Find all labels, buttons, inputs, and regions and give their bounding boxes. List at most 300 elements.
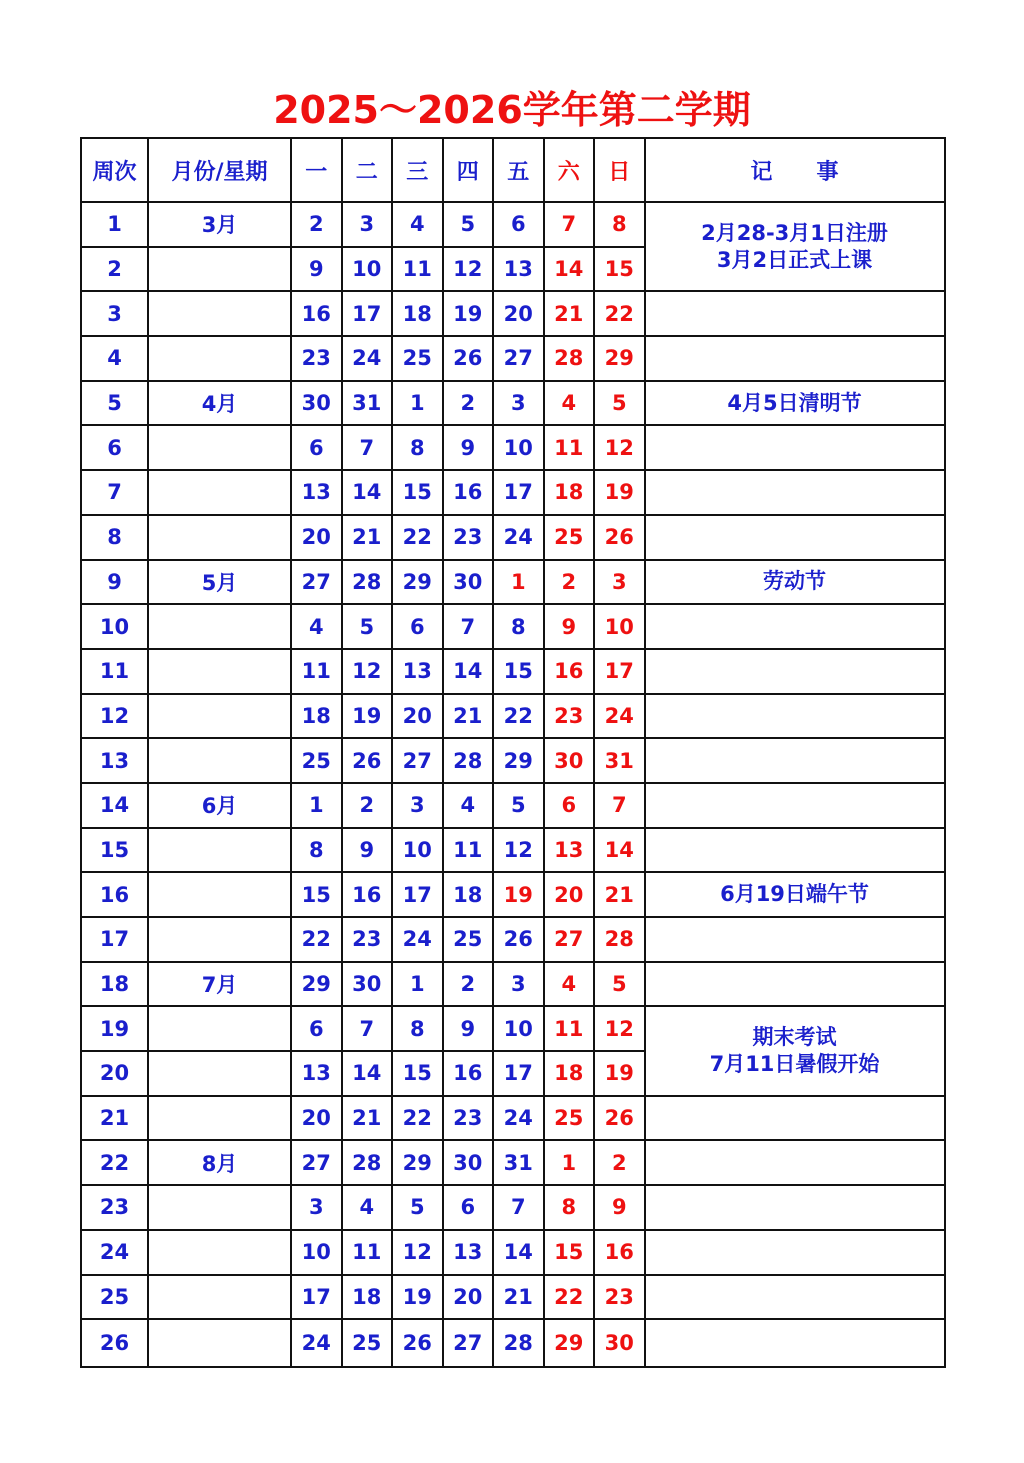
- day-cell-sat: 11: [544, 1006, 595, 1051]
- day-cell-thu: 9: [443, 1006, 494, 1051]
- month-label: [148, 1230, 291, 1275]
- note-line: 劳动节: [763, 569, 826, 594]
- day-cell-thu: 14: [443, 649, 494, 694]
- day-cell-tue: 28: [342, 1140, 393, 1185]
- day-cell-sun: 24: [594, 694, 645, 739]
- header-week: 周次: [81, 138, 148, 202]
- day-cell-thu: 23: [443, 1096, 494, 1141]
- week-number: 9: [81, 560, 148, 605]
- week-row: [81, 649, 945, 694]
- week-number: 2: [81, 247, 148, 292]
- note-line: 3月2日正式上课: [716, 247, 873, 272]
- note-cell: [645, 381, 945, 426]
- day-cell-tue: 18: [342, 1275, 393, 1320]
- day-cell-thu: 30: [443, 1140, 494, 1185]
- note-cell-empty: [645, 649, 945, 694]
- day-cell-wed: 1: [392, 962, 443, 1007]
- day-cell-mon: 6: [291, 1006, 342, 1051]
- day-cell-wed: 27: [392, 738, 443, 783]
- day-cell-fri: 29: [493, 738, 544, 783]
- day-cell-sun: 21: [594, 872, 645, 917]
- header-day-tue: 二: [342, 138, 393, 202]
- month-label: 4月: [148, 381, 291, 426]
- week-row: [81, 425, 945, 470]
- month-label: [148, 425, 291, 470]
- day-cell-mon: 27: [291, 560, 342, 605]
- day-cell-thu: 26: [443, 336, 494, 381]
- day-cell-mon: 20: [291, 515, 342, 560]
- day-cell-sun: 17: [594, 649, 645, 694]
- day-cell-mon: 3: [291, 1185, 342, 1230]
- day-cell-mon: 22: [291, 917, 342, 962]
- week-row: [81, 470, 945, 515]
- day-cell-sun: 19: [594, 1051, 645, 1096]
- week-row: [81, 872, 945, 917]
- note-cell-empty: [645, 515, 945, 560]
- day-cell-tue: 7: [342, 1006, 393, 1051]
- month-label: [148, 1006, 291, 1051]
- day-cell-tue: 31: [342, 381, 393, 426]
- day-cell-sat: 16: [544, 649, 595, 694]
- day-cell-mon: 25: [291, 738, 342, 783]
- day-cell-sun: 2: [594, 1140, 645, 1185]
- day-cell-sat: 18: [544, 1051, 595, 1096]
- day-cell-fri: 24: [493, 515, 544, 560]
- header-day-thu: 四: [443, 138, 494, 202]
- day-cell-mon: 24: [291, 1319, 342, 1367]
- day-cell-wed: 29: [392, 1140, 443, 1185]
- week-number: 13: [81, 738, 148, 783]
- month-label: [148, 515, 291, 560]
- day-cell-wed: 5: [392, 1185, 443, 1230]
- note-line: 2月28-3月1日注册: [701, 220, 888, 245]
- day-cell-wed: 20: [392, 694, 443, 739]
- note-line: 6月19日端午节: [720, 882, 869, 907]
- header-day-fri: 五: [493, 138, 544, 202]
- day-cell-sun: 23: [594, 1275, 645, 1320]
- week-row: [81, 604, 945, 649]
- week-number: 6: [81, 425, 148, 470]
- day-cell-fri: 7: [493, 1185, 544, 1230]
- week-number: 24: [81, 1230, 148, 1275]
- day-cell-tue: 24: [342, 336, 393, 381]
- header-day-sat: 六: [544, 138, 595, 202]
- day-cell-sat: 21: [544, 291, 595, 336]
- header-day-mon: 一: [291, 138, 342, 202]
- day-cell-tue: 4: [342, 1185, 393, 1230]
- day-cell-sun: 12: [594, 425, 645, 470]
- day-cell-sat: 4: [544, 381, 595, 426]
- week-number: 4: [81, 336, 148, 381]
- week-number: 14: [81, 783, 148, 828]
- week-number: 22: [81, 1140, 148, 1185]
- week-row: [81, 291, 945, 336]
- day-cell-wed: 4: [392, 202, 443, 247]
- day-cell-sat: 1: [544, 1140, 595, 1185]
- week-number: 20: [81, 1051, 148, 1096]
- week-row: [81, 1319, 945, 1367]
- day-cell-fri: 28: [493, 1319, 544, 1367]
- day-cell-sun: 16: [594, 1230, 645, 1275]
- day-cell-fri: 20: [493, 291, 544, 336]
- week-number: 19: [81, 1006, 148, 1051]
- day-cell-fri: 3: [493, 962, 544, 1007]
- day-cell-sat: 22: [544, 1275, 595, 1320]
- note-cell-empty: [645, 1230, 945, 1275]
- day-cell-tue: 14: [342, 1051, 393, 1096]
- day-cell-wed: 12: [392, 1230, 443, 1275]
- day-cell-fri: 17: [493, 470, 544, 515]
- day-cell-fri: 15: [493, 649, 544, 694]
- day-cell-tue: 11: [342, 1230, 393, 1275]
- header-day-wed: 三: [392, 138, 443, 202]
- note-cell-empty: [645, 604, 945, 649]
- week-number: 7: [81, 470, 148, 515]
- month-label: 6月: [148, 783, 291, 828]
- day-cell-sun: 30: [594, 1319, 645, 1367]
- month-label: [148, 694, 291, 739]
- day-cell-sat: 6: [544, 783, 595, 828]
- day-cell-tue: 14: [342, 470, 393, 515]
- day-cell-wed: 19: [392, 1275, 443, 1320]
- note-cell-empty: [645, 1140, 945, 1185]
- day-cell-mon: 20: [291, 1096, 342, 1141]
- day-cell-sun: 26: [594, 1096, 645, 1141]
- day-cell-sat: 23: [544, 694, 595, 739]
- day-cell-tue: 7: [342, 425, 393, 470]
- note-line: 7月11日暑假开始: [709, 1052, 880, 1077]
- week-number: 17: [81, 917, 148, 962]
- week-row: [81, 515, 945, 560]
- day-cell-wed: 8: [392, 1006, 443, 1051]
- note-cell-empty: [645, 917, 945, 962]
- day-cell-tue: 10: [342, 247, 393, 292]
- day-cell-thu: 12: [443, 247, 494, 292]
- week-row: [81, 917, 945, 962]
- week-number: 18: [81, 962, 148, 1007]
- day-cell-sun: 5: [594, 962, 645, 1007]
- month-label: [148, 828, 291, 873]
- week-number: 5: [81, 381, 148, 426]
- day-cell-sat: 2: [544, 560, 595, 605]
- month-label: [148, 247, 291, 292]
- month-label: [148, 291, 291, 336]
- week-number: 11: [81, 649, 148, 694]
- day-cell-thu: 16: [443, 470, 494, 515]
- week-number: 10: [81, 604, 148, 649]
- day-cell-tue: 26: [342, 738, 393, 783]
- month-label: [148, 336, 291, 381]
- day-cell-tue: 17: [342, 291, 393, 336]
- month-label: [148, 1275, 291, 1320]
- note-cell: [645, 560, 945, 605]
- day-cell-thu: 6: [443, 1185, 494, 1230]
- week-row: [81, 1185, 945, 1230]
- day-cell-mon: 9: [291, 247, 342, 292]
- note-cell-empty: [645, 425, 945, 470]
- day-cell-sat: 28: [544, 336, 595, 381]
- day-cell-fri: 10: [493, 425, 544, 470]
- day-cell-fri: 27: [493, 336, 544, 381]
- week-number: 3: [81, 291, 148, 336]
- day-cell-tue: 2: [342, 783, 393, 828]
- day-cell-sat: 13: [544, 828, 595, 873]
- day-cell-wed: 3: [392, 783, 443, 828]
- day-cell-sun: 3: [594, 560, 645, 605]
- note-line: 期末考试: [752, 1025, 837, 1050]
- day-cell-thu: 2: [443, 381, 494, 426]
- day-cell-thu: 16: [443, 1051, 494, 1096]
- day-cell-wed: 24: [392, 917, 443, 962]
- calendar-table: [80, 137, 946, 1368]
- day-cell-thu: 5: [443, 202, 494, 247]
- day-cell-fri: 5: [493, 783, 544, 828]
- week-row: [81, 694, 945, 739]
- day-cell-wed: 15: [392, 1051, 443, 1096]
- day-cell-sun: 29: [594, 336, 645, 381]
- month-label: [148, 1051, 291, 1096]
- day-cell-mon: 30: [291, 381, 342, 426]
- week-number: 16: [81, 872, 148, 917]
- day-cell-mon: 6: [291, 425, 342, 470]
- note-cell-empty: [645, 470, 945, 515]
- week-row: [81, 336, 945, 381]
- day-cell-thu: 20: [443, 1275, 494, 1320]
- note-line: 4月5日清明节: [727, 390, 862, 415]
- day-cell-tue: 12: [342, 649, 393, 694]
- day-cell-fri: 10: [493, 1006, 544, 1051]
- day-cell-thu: 2: [443, 962, 494, 1007]
- week-number: 12: [81, 694, 148, 739]
- note-cell-empty: [645, 336, 945, 381]
- day-cell-tue: 30: [342, 962, 393, 1007]
- day-cell-wed: 1: [392, 381, 443, 426]
- week-row: [81, 828, 945, 873]
- day-cell-mon: 23: [291, 336, 342, 381]
- header-notes: 记 事: [645, 138, 945, 202]
- page-title: 2025～2026学年第二学期: [273, 88, 751, 132]
- week-row: [81, 783, 945, 828]
- day-cell-wed: 26: [392, 1319, 443, 1367]
- day-cell-sun: 19: [594, 470, 645, 515]
- day-cell-thu: 25: [443, 917, 494, 962]
- day-cell-fri: 12: [493, 828, 544, 873]
- day-cell-mon: 8: [291, 828, 342, 873]
- note-cell: [645, 1006, 945, 1095]
- day-cell-sat: 25: [544, 1096, 595, 1141]
- day-cell-sat: 11: [544, 425, 595, 470]
- header-month-weekday: 月份/星期: [148, 138, 291, 202]
- week-row: [81, 381, 945, 426]
- day-cell-fri: 6: [493, 202, 544, 247]
- day-cell-thu: 21: [443, 694, 494, 739]
- month-label: [148, 604, 291, 649]
- day-cell-fri: 17: [493, 1051, 544, 1096]
- day-cell-tue: 9: [342, 828, 393, 873]
- day-cell-tue: 16: [342, 872, 393, 917]
- day-cell-mon: 15: [291, 872, 342, 917]
- day-cell-sun: 10: [594, 604, 645, 649]
- day-cell-sun: 14: [594, 828, 645, 873]
- note-cell-empty: [645, 738, 945, 783]
- month-label: 3月: [148, 202, 291, 247]
- day-cell-sun: 28: [594, 917, 645, 962]
- day-cell-wed: 15: [392, 470, 443, 515]
- day-cell-mon: 10: [291, 1230, 342, 1275]
- week-row: [81, 202, 945, 247]
- day-cell-fri: 24: [493, 1096, 544, 1141]
- note-cell: [645, 872, 945, 917]
- day-cell-tue: 25: [342, 1319, 393, 1367]
- day-cell-thu: 27: [443, 1319, 494, 1367]
- day-cell-fri: 14: [493, 1230, 544, 1275]
- day-cell-thu: 23: [443, 515, 494, 560]
- week-row: [81, 1275, 945, 1320]
- day-cell-sun: 31: [594, 738, 645, 783]
- day-cell-fri: 1: [493, 560, 544, 605]
- day-cell-thu: 30: [443, 560, 494, 605]
- day-cell-sat: 14: [544, 247, 595, 292]
- week-row: [81, 962, 945, 1007]
- day-cell-thu: 4: [443, 783, 494, 828]
- day-cell-mon: 2: [291, 202, 342, 247]
- day-cell-sun: 15: [594, 247, 645, 292]
- day-cell-fri: 31: [493, 1140, 544, 1185]
- note-cell-empty: [645, 962, 945, 1007]
- day-cell-tue: 28: [342, 560, 393, 605]
- day-cell-tue: 23: [342, 917, 393, 962]
- month-label: [148, 738, 291, 783]
- day-cell-wed: 22: [392, 515, 443, 560]
- note-cell-empty: [645, 694, 945, 739]
- day-cell-sun: 7: [594, 783, 645, 828]
- day-cell-mon: 13: [291, 1051, 342, 1096]
- day-cell-fri: 8: [493, 604, 544, 649]
- week-number: 15: [81, 828, 148, 873]
- note-cell-empty: [645, 783, 945, 828]
- week-row: [81, 1006, 945, 1051]
- day-cell-sat: 25: [544, 515, 595, 560]
- day-cell-mon: 18: [291, 694, 342, 739]
- day-cell-wed: 18: [392, 291, 443, 336]
- day-cell-thu: 7: [443, 604, 494, 649]
- day-cell-thu: 9: [443, 425, 494, 470]
- week-row: [81, 738, 945, 783]
- week-row: [81, 1230, 945, 1275]
- week-number: 23: [81, 1185, 148, 1230]
- day-cell-wed: 11: [392, 247, 443, 292]
- day-cell-mon: 13: [291, 470, 342, 515]
- day-cell-thu: 11: [443, 828, 494, 873]
- day-cell-mon: 4: [291, 604, 342, 649]
- note-cell-empty: [645, 1185, 945, 1230]
- day-cell-tue: 3: [342, 202, 393, 247]
- month-label: [148, 917, 291, 962]
- day-cell-wed: 29: [392, 560, 443, 605]
- day-cell-sun: 9: [594, 1185, 645, 1230]
- note-cell: [645, 202, 945, 291]
- day-cell-thu: 28: [443, 738, 494, 783]
- week-row: [81, 1140, 945, 1185]
- day-cell-fri: 21: [493, 1275, 544, 1320]
- month-label: [148, 470, 291, 515]
- week-number: 1: [81, 202, 148, 247]
- header-day-sun: 日: [594, 138, 645, 202]
- day-cell-sat: 7: [544, 202, 595, 247]
- month-label: [148, 1096, 291, 1141]
- day-cell-mon: 1: [291, 783, 342, 828]
- week-number: 21: [81, 1096, 148, 1141]
- day-cell-sat: 15: [544, 1230, 595, 1275]
- day-cell-wed: 10: [392, 828, 443, 873]
- day-cell-fri: 13: [493, 247, 544, 292]
- day-cell-tue: 19: [342, 694, 393, 739]
- month-label: [148, 1319, 291, 1367]
- day-cell-sat: 9: [544, 604, 595, 649]
- week-number: 25: [81, 1275, 148, 1320]
- day-cell-thu: 13: [443, 1230, 494, 1275]
- day-cell-tue: 5: [342, 604, 393, 649]
- day-cell-thu: 18: [443, 872, 494, 917]
- day-cell-tue: 21: [342, 515, 393, 560]
- day-cell-wed: 17: [392, 872, 443, 917]
- month-label: [148, 649, 291, 694]
- day-cell-sun: 22: [594, 291, 645, 336]
- month-label: [148, 1185, 291, 1230]
- month-label: 5月: [148, 560, 291, 605]
- day-cell-sat: 30: [544, 738, 595, 783]
- day-cell-wed: 22: [392, 1096, 443, 1141]
- day-cell-mon: 29: [291, 962, 342, 1007]
- day-cell-sat: 20: [544, 872, 595, 917]
- week-number: 26: [81, 1319, 148, 1367]
- note-cell-empty: [645, 1096, 945, 1141]
- month-label: 8月: [148, 1140, 291, 1185]
- note-cell-empty: [645, 1319, 945, 1367]
- day-cell-mon: 27: [291, 1140, 342, 1185]
- day-cell-sun: 12: [594, 1006, 645, 1051]
- note-cell-empty: [645, 291, 945, 336]
- day-cell-mon: 11: [291, 649, 342, 694]
- day-cell-wed: 8: [392, 425, 443, 470]
- month-label: [148, 872, 291, 917]
- header-row: [81, 138, 945, 202]
- day-cell-sat: 29: [544, 1319, 595, 1367]
- day-cell-fri: 3: [493, 381, 544, 426]
- day-cell-wed: 25: [392, 336, 443, 381]
- day-cell-sun: 8: [594, 202, 645, 247]
- day-cell-tue: 21: [342, 1096, 393, 1141]
- day-cell-sun: 5: [594, 381, 645, 426]
- day-cell-fri: 19: [493, 872, 544, 917]
- week-row: [81, 560, 945, 605]
- day-cell-sat: 27: [544, 917, 595, 962]
- day-cell-sun: 26: [594, 515, 645, 560]
- day-cell-wed: 13: [392, 649, 443, 694]
- day-cell-mon: 17: [291, 1275, 342, 1320]
- note-cell-empty: [645, 828, 945, 873]
- day-cell-thu: 19: [443, 291, 494, 336]
- note-cell-empty: [645, 1275, 945, 1320]
- month-label: 7月: [148, 962, 291, 1007]
- day-cell-fri: 26: [493, 917, 544, 962]
- day-cell-wed: 6: [392, 604, 443, 649]
- day-cell-fri: 22: [493, 694, 544, 739]
- day-cell-sat: 4: [544, 962, 595, 1007]
- calendar-body: [81, 202, 945, 1367]
- day-cell-mon: 16: [291, 291, 342, 336]
- week-number: 8: [81, 515, 148, 560]
